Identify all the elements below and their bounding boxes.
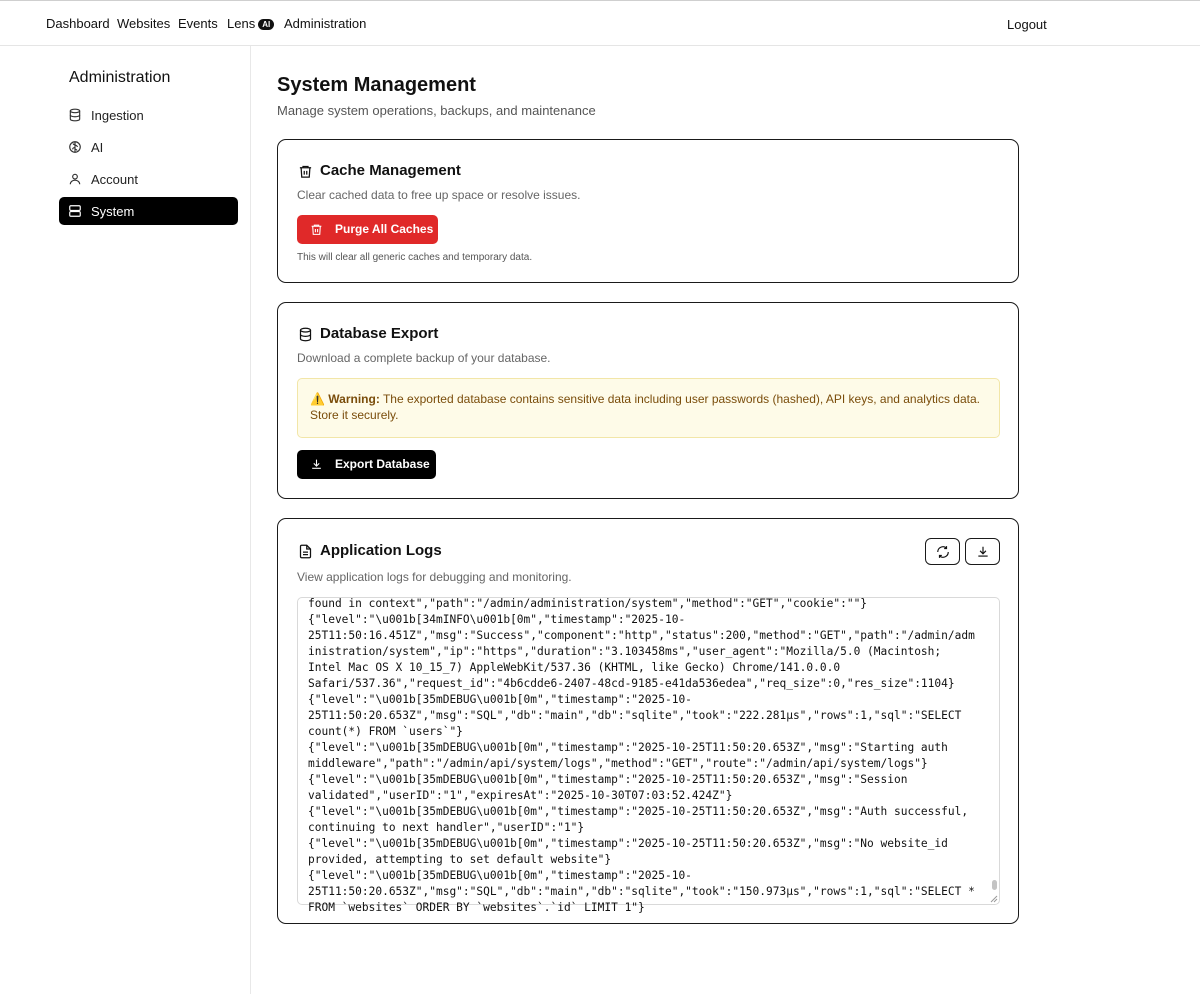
trash-icon (310, 223, 323, 236)
database-icon (298, 327, 313, 342)
trash-icon (298, 164, 313, 179)
refresh-icon (936, 545, 950, 559)
logout-link[interactable]: Logout (1007, 17, 1047, 32)
export-card-description: Download a complete backup of your database. (297, 351, 551, 365)
file-text-icon (298, 544, 313, 559)
export-database-label: Export Database (335, 457, 430, 471)
warning-box (297, 378, 1000, 438)
purge-caches-button[interactable] (297, 215, 438, 244)
cache-management-card (277, 139, 1019, 283)
refresh-logs-button[interactable] (925, 538, 960, 565)
server-icon (68, 204, 82, 218)
logs-card-title: Application Logs (320, 542, 442, 559)
sidebar-item-account[interactable] (59, 165, 238, 193)
sidebar-item-label: System (91, 204, 135, 219)
log-scrollbar[interactable] (992, 880, 997, 890)
nav-events[interactable]: Events (178, 16, 218, 31)
download-icon (976, 545, 990, 559)
warning-label: ⚠️ Warning: (310, 392, 380, 406)
sidebar-item-system[interactable] (59, 197, 238, 225)
sidebar-item-ingestion[interactable] (59, 101, 238, 129)
download-logs-button[interactable] (965, 538, 1000, 565)
warning-text: The exported database contains sensitive data including user passwords (hashed), API keys, and analytics data. Store it securely. (310, 392, 980, 422)
brain-icon (68, 140, 82, 154)
nav-lens-label: Lens (227, 16, 256, 31)
sidebar-item-ai[interactable] (59, 133, 238, 161)
log-viewer[interactable] (297, 597, 1000, 914)
ai-badge: AI (258, 19, 274, 30)
page-title: System Management (277, 74, 476, 96)
nav-lens[interactable] (227, 16, 274, 31)
log-content: found in context","path":"/admin/administration/system","method":"GET","cookie":""} {"level":"\u001b[34mINFO\u001b[0m","timestamp":"2025-10- 25T11:50:16.451Z","msg":"Success","component":"http","status":200,"method":"GET","path":"/admin/adm inistration/system","ip":"https","duration":"3.103458ms","user_agent":"Mozilla/5.0 (Macintosh; Intel Mac OS X 10_15_7) AppleWebKit/537.36 (KHTML, like Gecko) Chrome/141.0.0.0 Safari/537.36","request_id":"4b6cdde6-2407-48cd-9185-e41da536edea","req_size":0,"res_size":1104} {"level":"\u001b[35mDEBUG\u001b[0m","timestamp":"2025-10- 25T11:50:20.653Z","msg":"SQL","db":"main","db":"sqlite","took":"222.281µs","rows":1,"sql":"SELECT count(*) FROM `users`"} {"level":"\u001b[35mDEBUG\u001b[0m","timestamp":"2025-10-25T11:50:20.653Z","msg":"Starting auth middleware","path":"/admin/api/system/logs","method":"GET","route":"/admin/api/system/logs"} {"level":"\u001b[35mDEBUG\u001b[0m","timestamp":"2025-10-25T11:50:20.653Z","msg":"Session validated","userID":"1","expiresAt":"2025-10-30T07:03:52.424Z"} {"level":"\u001b[35mDEBUG\u001b[0m","timestamp":"2025-10-25T11:50:20.653Z","msg":"Auth successful, continuing to next handler","userID":"1"} {"level":"\u001b[35mDEBUG\u001b[0m","timestamp":"2025-10-25T11:50:20.653Z","msg":"No website_id provided, attempting to set default website"} {"level":"\u001b[35mDEBUG\u001b[0m","timestamp":"2025-10- 25T11:50:20.653Z","msg":"SQL","db":"main","db":"sqlite","took":"150.973µs","rows":1,"sql":"SELECT * FROM `websites` ORDER BY `websites`.`id` LIMIT 1"} (308, 597, 975, 914)
nav-administration[interactable]: Administration (284, 16, 367, 31)
export-card-title: Database Export (320, 325, 439, 342)
nav-websites[interactable]: Websites (117, 16, 171, 31)
nav-dashboard[interactable]: Dashboard (46, 16, 110, 31)
sidebar-item-label: Account (91, 172, 138, 187)
cache-hint: This will clear all generic caches and temporary data. (297, 252, 533, 263)
sidebar-item-label: Ingestion (91, 108, 144, 123)
database-export-card (277, 302, 1019, 499)
user-icon (68, 172, 82, 186)
cache-card-description: Clear cached data to free up space or resolve issues. (297, 188, 581, 202)
sidebar-title: Administration (69, 69, 171, 86)
logs-card-description: View application logs for debugging and monitoring. (297, 570, 572, 584)
export-database-button[interactable] (297, 450, 436, 479)
application-logs-card (277, 518, 1019, 924)
sidebar (0, 46, 251, 994)
top-nav (0, 0, 1200, 46)
resize-handle-icon[interactable] (990, 895, 998, 903)
download-icon (310, 458, 323, 471)
cache-card-title: Cache Management (320, 162, 461, 179)
purge-caches-label: Purge All Caches (335, 222, 434, 236)
database-icon (68, 108, 82, 122)
sidebar-item-label: AI (91, 140, 104, 155)
page-subtitle: Manage system operations, backups, and maintenance (277, 103, 596, 118)
